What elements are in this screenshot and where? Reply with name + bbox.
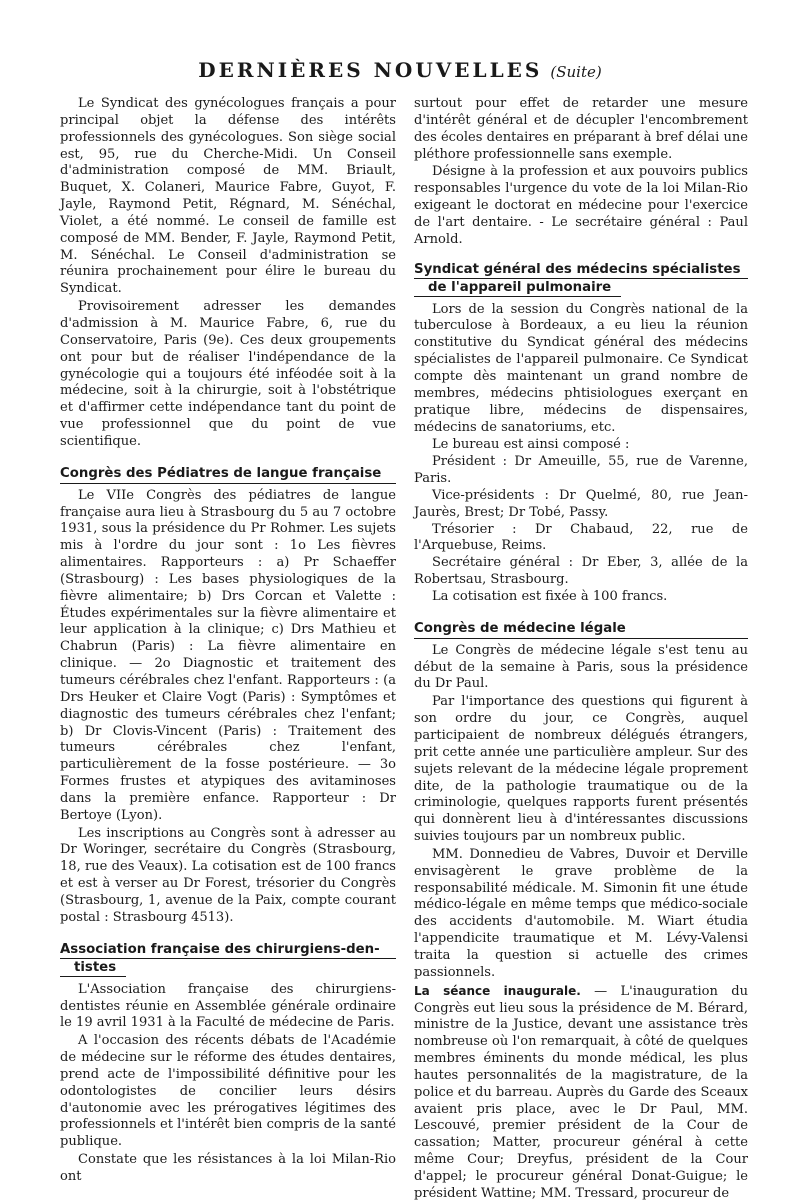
bureau-cotisation: La cotisation est fixée à 100 francs. (432, 588, 668, 604)
page-title: DERNIÈRES NOUVELLES (198, 58, 543, 82)
paragraph-seance-inaugurale (414, 983, 748, 1203)
paragraph-dentistes-3: Constate que les résistances à la loi Milan-Rio ont (60, 1152, 396, 1184)
page-title-suite: (Suite) (550, 63, 602, 81)
section-title-line-2: tistes (60, 959, 126, 977)
paragraph-dentistes-resolution: Désigne à la profession et aux pouvoirs publics responsables l'urgence du vote de la loi Milan-Rio exigeant le doctorat en médecine pour l'exercice de l'art dentaire. - Le secrétaire général : Paul Arnold. (414, 164, 748, 247)
paragraph-dentistes-1: L'Association française des chirurgiens-dentistes réunie en Assemblée générale ordinaire le 19 avril 1931 à la Faculté de médecine de Paris. (60, 981, 396, 1031)
paragraph-gynecologues-2: Provisoirement adresser les demandes d'admission à M. Maurice Fabre, 6, rue du Conservatoire, Paris (9e). Ces deux groupements ont pour but de réaliser l'indépendance de la gynécologie qui a toujours été inféodée soit à la médecine, soit à la chirurgie, soit à l'obstétrique et d'affirmer cette indépendance tant du point de vue professionnel que du point de vue scientifique. (60, 299, 396, 449)
paragraph-medecine-legale-1: Le Congrès de médecine légale s'est tenu au début de la semaine à Paris, sous la présidence du Dr Paul. (414, 642, 748, 692)
paragraph-medecine-legale-2: Par l'importance des questions qui figurent à son ordre du jour, ce Congrès, auquel participaient de nombreux délégués étrangers, prit cette année une particulière ampleur. Sur des sujets relevant de la médecine légale proprement dite, de la pathologie traumatique ou de la criminologie, quelques rapports furent présentés qui donnèrent lieu à d'intéressantes discussions suivies toujours par un nombreux public. (414, 694, 748, 845)
section-title-line-1: Syndicat général des médecins spécialistes (414, 261, 748, 279)
right-column (414, 96, 748, 1204)
left-column (60, 96, 396, 1187)
paragraph-medecine-legale-3: MM. Donnedieu de Vabres, Duvoir et Derville envisagèrent le grave problème de la responsabilité médicale. M. Simonin fit une étude médico-légale en même temps que médico-sociale des accidents d'automobile. M. Wiart étudia l'appendicite traumatique et M. Lévy-Valensi traita la question si actuelle des crimes passionnels. (414, 846, 748, 980)
bureau-secretaire: Secrétaire général : Dr Eber, 3, allée de la Robertsau, Strasbourg. (414, 555, 748, 588)
paragraph-pulmonaire-1: Lors de la session du Congrès national de la tuberculose à Bordeaux, a eu lieu la réunion constitutive du Syndicat général des médecins spécialistes de l'appareil pulmonaire. Ce Syndicat compte dès maintenant un grand nombre de membres, médecins phtisiologues exerçant en pratique libre, médecins de dispensaires, médecins de sanatoriums, etc. (414, 301, 748, 435)
seance-inaugurale-text: — L'inauguration du Congrès eut lieu sous la présidence de M. Bérard, ministre de la Justice, devant une assistance très nombreuse où l'on remarquait, à côté de quelques membres éminents du monde médical, les plus hautes personnalités de la magistrature, de la police et du barreau. Auprès du Garde des Sceaux avaient pris place, avec le Dr Paul, MM. Lescouvé, premier président de la Cour de cassation; Matter, procureur général à cette même Cour; Dreyfus, président de la Cour d'appel; le procureur général Donat-Guigue; le président Wattine; MM. Tressard, procureur de (414, 983, 748, 1201)
paragraph-pediatres-1: Le VIIe Congrès des pédiatres de langue française aura lieu à Strasbourg du 5 au 7 octobre 1931, sous la présidence du Pr Rohmer. Les sujets mis à l'ordre du jour sont : 1o Les fièvres alimentaires. Rapporteurs : a) Pr Schaeffer (Strasbourg) : Les bases physiologiques de la fièvre alimentaire; b) Drs Corcan et Valette : Études expérimentales sur la fièvre alimentaire et leur application à la clinique; c) Drs Mathieu et Chabrun (Paris) : La fièvre alimentaire en clinique. — 2o Diagnostic et traitement des tumeurs cérébrales chez l'enfant. Rapporteurs : (a Drs Heuker et Claire Vogt (Paris) : Symptômes et diagnostic des tumeurs cérébrales chez l'enfant; b) Dr Clovis-Vincent (Paris) : Traitement des tumeurs cérébrales chez l'enfant, particulièrement de la fosse postérieure. — 3o Formes frustes et atypiques des avitaminoses dans la première enfance. Rapporteur : Dr Bertoye (Lyon). (60, 487, 396, 823)
page-header (0, 58, 800, 82)
section-title-syndicat-pulmonaire (414, 261, 748, 298)
bureau-tresorier: Trésorier : Dr Chabaud, 22, rue de l'Arquebuse, Reims. (414, 521, 748, 554)
section-title-line-1: Association française des chirurgiens-den- (60, 941, 396, 959)
bureau-president: Président : Dr Ameuille, 55, rue de Varenne, Paris. (414, 454, 748, 487)
paragraph-dentistes-2: A l'occasion des récents débats de l'Académie de médecine sur le réforme des études dentaires, prend acte de l'impossibilité définitive pour les odontologistes de concilier leurs désirs d'autonomie avec les prérogatives légitimes des professionnels et l'intérêt bien compris de la santé publique. (60, 1033, 396, 1150)
bureau-intro: Le bureau est ainsi composé : (432, 437, 630, 453)
section-title-chirurgiens-dentistes (60, 941, 396, 978)
bureau-vice-presidents: Vice-présidents : Dr Quelmé, 80, rue Jean-Jaurès, Brest; Dr Tobé, Passy. (414, 487, 748, 520)
section-title-medecine-legale: Congrès de médecine légale (414, 620, 748, 639)
section-title-pediatres: Congrès des Pédiatres de langue française (60, 465, 396, 484)
paragraph-dentistes-continued: surtout pour effet de retarder une mesure d'intérêt général et de décupler l'encombrement des écoles dentaires en préparant à bref délai une pléthore professionnelle sans exemple. (414, 96, 748, 162)
run-in-heading-seance-inaugurale: La séance inaugurale. (414, 983, 581, 998)
paragraph-gynecologues-1: Le Syndicat des gynécologues français a pour principal objet la défense des intérêts professionnels des gynécologues. Son siège social est, 95, rue du Cherche-Midi. Un Conseil d'administration composé de MM. Briault, Buquet, X. Colaneri, Maurice Fabre, Guyot, F. Jayle, Raymond Petit, Régnard, M. Sénéchal, Violet, a été nommé. Le conseil de famille est composé de MM. Bender, F. Jayle, Raymond Petit, M. Sénéchal. Le Conseil d'administration se réunira prochainement pour élire le bureau du Syndicat. (60, 96, 396, 297)
section-title-line-2: de l'appareil pulmonaire (414, 279, 621, 297)
paragraph-pediatres-2: Les inscriptions au Congrès sont à adresser au Dr Woringer, secrétaire du Congrès (Strasbourg, 18, rue des Veaux). La cotisation est de 100 francs et est à verser au Dr Forest, trésorier du Congrès (Strasbourg, 1, avenue de la Paix, compte courant postal : Strasbourg 4513). (60, 825, 396, 925)
